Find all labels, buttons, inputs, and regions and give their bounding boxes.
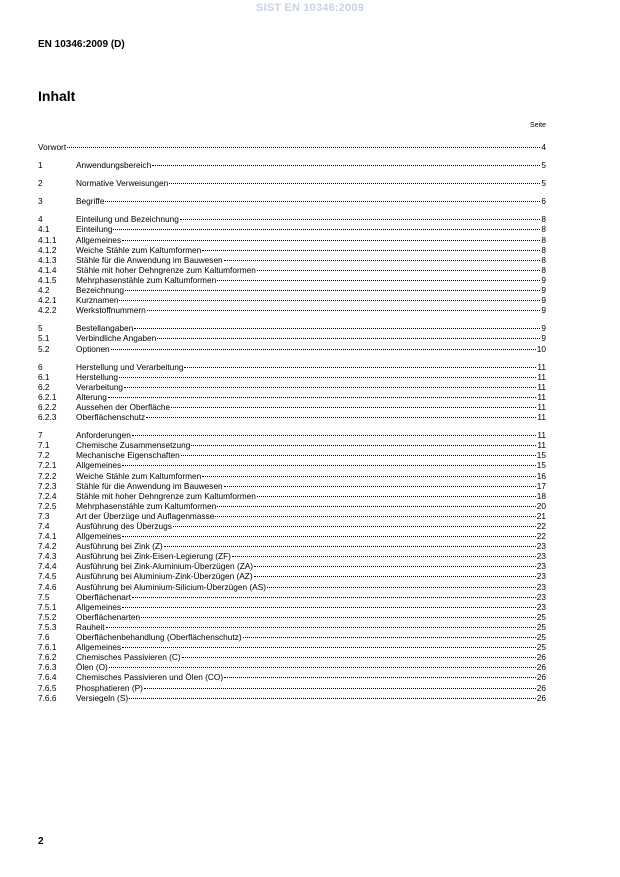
toc-entry-page: 4	[541, 142, 546, 152]
toc-entry-page: 25	[536, 642, 546, 653]
toc-entry-number: 4.2.1	[38, 295, 57, 306]
toc-leader-dots	[267, 586, 536, 588]
toc-entry-page: 20	[536, 500, 546, 511]
toc-gap	[38, 188, 546, 196]
toc-entry-label: Anforderungen	[76, 430, 131, 441]
toc-entry[interactable]	[38, 295, 546, 305]
toc-entry-number: 6.2	[38, 381, 50, 392]
toc-entry-page: 6	[541, 196, 546, 207]
toc-entry-label: Oberflächenschutz	[76, 412, 146, 423]
toc-entry[interactable]	[38, 481, 546, 491]
toc-entry-page: 17	[536, 480, 546, 491]
toc-entry[interactable]	[38, 245, 546, 255]
toc-entry-page: 5	[541, 160, 546, 171]
toc-entry-number: 7.6.1	[38, 642, 57, 653]
toc-entry[interactable]	[38, 323, 546, 333]
toc-entry-number: 7	[38, 430, 43, 441]
toc-entry-label: Herstellung und Verarbeitung	[76, 361, 184, 372]
toc-entry-number: 4.1.4	[38, 264, 57, 275]
toc-entry-page: 26	[536, 692, 546, 703]
toc-entry[interactable]	[38, 662, 546, 672]
toc-entry-page: 22	[536, 531, 546, 542]
seite-label: Seite	[530, 122, 546, 129]
toc-entry-number: 6.2.3	[38, 412, 57, 423]
toc-entry-label: Ausführung bei Zink-Aluminium-Überzügen (ZA)	[76, 561, 254, 572]
toc-entry-number: 4.1.1	[38, 234, 57, 245]
toc-entry[interactable]	[38, 683, 546, 693]
toc-entry[interactable]	[38, 471, 546, 481]
toc-entry-label: Bezeichnung	[76, 285, 124, 296]
toc-entry-number: 5	[38, 323, 43, 334]
toc-entry-number: 7.6.6	[38, 692, 57, 703]
toc-entry[interactable]	[38, 582, 546, 592]
toc-entry-label: Chemisches Passivieren (C)	[76, 652, 181, 663]
toc-entry-page: 15	[536, 450, 546, 461]
toc-entry-page: 16	[536, 470, 546, 481]
toc-entry[interactable]	[38, 672, 546, 682]
toc-entry-label: Begriffe	[76, 196, 105, 207]
toc-entry-page: 18	[536, 490, 546, 501]
toc-leader-dots	[152, 164, 540, 166]
toc-entry-label: Ausführung bei Zink (Z)	[76, 541, 163, 552]
toc-leader-dots	[217, 505, 536, 507]
toc-entry[interactable]	[38, 382, 546, 392]
toc-entry-page: 5	[541, 178, 546, 189]
toc-entry[interactable]	[38, 592, 546, 602]
toc-leader-dots	[122, 464, 536, 466]
toc-entry[interactable]	[38, 275, 546, 285]
toc-entry-page: 23	[536, 571, 546, 582]
toc-leader-dots	[122, 239, 540, 241]
toc-entry-page: 9	[541, 274, 546, 285]
toc-leader-dots	[215, 515, 535, 517]
toc-leader-dots	[224, 485, 536, 487]
toc-entry-number: 7.4.3	[38, 551, 57, 562]
toc-entry-number: 7.2	[38, 450, 50, 461]
toc-entry[interactable]	[38, 531, 546, 541]
toc-entry[interactable]	[38, 561, 546, 571]
toc-entry[interactable]	[38, 491, 546, 501]
toc-entry[interactable]	[38, 344, 546, 354]
toc-entry-number: 7.1	[38, 440, 50, 451]
toc-entry-page: 8	[541, 254, 546, 265]
toc-entry[interactable]	[38, 642, 546, 652]
toc-entry-label: Allgemeines	[76, 460, 122, 471]
toc-entry-page: 11	[537, 401, 546, 412]
toc-entry-page: 8	[541, 264, 546, 275]
toc-entry-number: 6.1	[38, 371, 50, 382]
toc-entry-label: Einteilung und Bezeichnung	[76, 214, 179, 225]
toc-entry[interactable]	[38, 521, 546, 531]
toc-entry-number: 1	[38, 160, 43, 171]
document-id: EN 10346:2009 (D)	[38, 39, 125, 50]
toc-entry-number: 6	[38, 361, 43, 372]
toc-gap	[38, 152, 546, 160]
toc-entry[interactable]	[38, 305, 546, 315]
toc-entry-label: Stähle mit hoher Dehngrenze zum Kaltumformen	[76, 490, 256, 501]
toc-leader-dots	[181, 454, 536, 456]
toc-entry-label: Ausführung bei Aluminium-Silicium-Überzügen (AS)	[76, 581, 266, 592]
toc-entry-page: 25	[536, 611, 546, 622]
toc-entry-label: Einteilung	[76, 224, 113, 235]
toc-leader-dots	[141, 616, 536, 618]
toc-entry-label: Mehrphasenstähle zum Kaltumformen	[76, 274, 217, 285]
toc-entry[interactable]	[38, 235, 546, 245]
toc-leader-dots	[132, 434, 536, 436]
toc-entry-page: 23	[536, 551, 546, 562]
toc-leader-dots	[122, 606, 536, 608]
toc-entry[interactable]	[38, 511, 546, 521]
toc-entry-page: 23	[536, 561, 546, 572]
toc-leader-dots	[217, 279, 540, 281]
toc-entry[interactable]	[38, 632, 546, 642]
toc-entry-label: Oberflächenart	[76, 591, 131, 602]
toc-entry-page: 9	[541, 333, 546, 344]
toc-entry-number: 7.5.1	[38, 601, 57, 612]
toc-entry-page: 9	[541, 323, 546, 334]
toc-entry-label: Ausführung bei Aluminium-Zink-Überzügen (AZ)	[76, 571, 253, 582]
toc-entry-number: 5.1	[38, 333, 50, 344]
toc-entry-label: Allgemeines	[76, 531, 122, 542]
toc-entry[interactable]	[38, 362, 546, 372]
toc-entry-label: Allgemeines	[76, 601, 122, 612]
toc-entry-page: 25	[536, 632, 546, 643]
toc-leader-dots	[254, 565, 536, 567]
toc-entry-label: Art der Überzüge und Auflagenmasse	[76, 510, 215, 521]
toc-entry[interactable]	[38, 571, 546, 581]
toc-entry-page: 11	[537, 371, 546, 382]
toc-gap	[38, 170, 546, 178]
toc-entry-page: 9	[541, 285, 546, 296]
toc-gap	[38, 315, 546, 323]
toc-entry[interactable]	[38, 214, 546, 224]
toc-leader-dots	[106, 626, 536, 628]
toc-entry-page: 8	[541, 214, 546, 225]
toc-leader-dots	[184, 366, 536, 368]
toc-entry-label: Weiche Stähle zum Kaltumformen	[76, 470, 202, 481]
toc-entry-page: 9	[541, 305, 546, 316]
toc-entry-label: Allgemeines	[76, 642, 122, 653]
toc-entry-number: 7.5	[38, 591, 50, 602]
toc-entry[interactable]	[38, 501, 546, 511]
toc-leader-dots	[113, 228, 540, 230]
toc-entry-label: Verarbeitung	[76, 381, 124, 392]
toc-leader-dots	[180, 218, 541, 220]
toc-entry[interactable]	[38, 402, 546, 412]
toc-entry-number: 4.1.5	[38, 274, 57, 285]
toc-leader-dots	[202, 475, 535, 477]
toc-leader-dots	[232, 555, 536, 557]
toc-entry-page: 23	[536, 591, 546, 602]
toc-entry-label: Bestellangaben	[76, 323, 134, 334]
toc-entry-page: 11	[537, 430, 546, 441]
toc-entry-page: 10	[536, 343, 546, 354]
toc-leader-dots	[224, 676, 536, 678]
toc-entry-page: 23	[536, 601, 546, 612]
toc-leader-dots	[111, 348, 536, 350]
toc-leader-dots	[173, 525, 536, 527]
toc-leader-dots	[157, 337, 540, 339]
toc-entry-number: 7.2.1	[38, 460, 57, 471]
toc-entry-number: 4.1.3	[38, 254, 57, 265]
toc-entry-page: 11	[537, 412, 546, 423]
toc-leader-dots	[169, 182, 540, 184]
toc-entry[interactable]	[38, 622, 546, 632]
toc-leader-dots	[122, 535, 536, 537]
page-number: 2	[38, 836, 44, 847]
toc-entry-number: 3	[38, 196, 43, 207]
toc-entry[interactable]	[38, 551, 546, 561]
toc-leader-dots	[164, 545, 536, 547]
toc-entry-number: 5.2	[38, 343, 50, 354]
toc-entry-label: Chemische Zusammensetzung	[76, 440, 191, 451]
toc-leader-dots	[171, 406, 536, 408]
toc-entry-page: 11	[537, 361, 546, 372]
toc-entry-page: 8	[541, 244, 546, 255]
toc-entry-number: 7.4	[38, 521, 50, 531]
toc-leader-dots	[134, 327, 540, 329]
toc-entry-label: Anwendungsbereich	[76, 160, 152, 171]
toc-entry-number: 4.2	[38, 285, 50, 296]
toc-entry[interactable]	[38, 178, 546, 188]
toc-entry[interactable]	[38, 285, 546, 295]
toc-entry-number: 7.4.4	[38, 561, 57, 572]
toc-entry-page: 23	[536, 581, 546, 592]
toc-entry-number: 7.5.2	[38, 611, 57, 622]
toc-entry-number: 7.2.4	[38, 490, 57, 501]
toc-entry[interactable]	[38, 693, 546, 703]
toc-entry[interactable]	[38, 602, 546, 612]
toc-entry-label: Ausführung des Überzugs	[76, 521, 172, 531]
toc-entry[interactable]	[38, 612, 546, 622]
toc-entry-number: 7.6	[38, 632, 50, 643]
toc-leader-dots	[109, 666, 536, 668]
toc-entry-page: 26	[536, 682, 546, 693]
toc-leader-dots	[254, 575, 536, 577]
toc-entry-number: 7.6.5	[38, 682, 57, 693]
toc-entry[interactable]	[38, 652, 546, 662]
page-title: Inhalt	[38, 88, 76, 104]
toc-leader-dots	[257, 495, 536, 497]
toc-entry[interactable]	[38, 412, 546, 422]
toc-leader-dots	[119, 299, 540, 301]
table-of-contents	[38, 142, 546, 703]
toc-entry-label: Ölen (O)	[76, 662, 108, 673]
toc-entry[interactable]	[38, 265, 546, 275]
toc-entry-label: Verbindliche Angaben	[76, 333, 157, 344]
toc-entry-label: Phosphatieren (P)	[76, 682, 143, 693]
toc-leader-dots	[119, 376, 536, 378]
toc-leader-dots	[182, 656, 536, 658]
toc-entry-number: 7.5.3	[38, 621, 57, 632]
toc-entry[interactable]	[38, 255, 546, 265]
toc-leader-dots	[124, 386, 536, 388]
toc-entry-page: 23	[536, 541, 546, 552]
toc-gap	[38, 354, 546, 362]
toc-leader-dots	[129, 697, 536, 699]
toc-leader-dots	[105, 200, 540, 202]
toc-leader-dots	[257, 269, 541, 271]
toc-entry-number: 7.3	[38, 510, 50, 521]
toc-leader-dots	[67, 146, 540, 148]
toc-entry-page: 11	[537, 440, 546, 451]
toc-entry-page: 25	[536, 621, 546, 632]
toc-entry-number: 6.2.2	[38, 401, 57, 412]
toc-leader-dots	[224, 259, 541, 261]
toc-entry-label: Aussehen der Oberfläche	[76, 401, 171, 412]
toc-entry[interactable]	[38, 460, 546, 470]
toc-entry-page: 9	[541, 295, 546, 306]
toc-entry[interactable]	[38, 430, 546, 440]
toc-entry-label: Normative Verweisungen	[76, 178, 169, 189]
toc-entry-label: Stähle mit hoher Dehngrenze zum Kaltumformen	[76, 264, 256, 275]
toc-entry-number: 4.2.2	[38, 305, 57, 316]
toc-entry[interactable]	[38, 541, 546, 551]
toc-entry-number: 7.2.2	[38, 470, 57, 481]
toc-entry-page: 21	[536, 510, 546, 521]
toc-gap	[38, 422, 546, 430]
toc-entry-label: Optionen	[76, 343, 110, 354]
toc-entry-number: 7.6.3	[38, 662, 57, 673]
toc-entry-page: 22	[536, 521, 546, 531]
toc-entry-label: Mehrphasenstähle zum Kaltumformen	[76, 500, 217, 511]
toc-entry-number: 7.6.2	[38, 652, 57, 663]
toc-entry-label: Oberflächenarten	[76, 611, 141, 622]
toc-entry-label: Ausführung bei Zink-Eisen-Legierung (ZF)	[76, 551, 231, 562]
toc-entry-label: Vorwort	[38, 142, 67, 152]
toc-entry-number: 4.1	[38, 224, 50, 235]
toc-entry-page: 26	[536, 652, 546, 663]
toc-leader-dots	[243, 636, 536, 638]
toc-entry-label: Mechanische Eigenschaften	[76, 450, 180, 461]
toc-entry[interactable]	[38, 196, 546, 206]
toc-entry-number: 7.2.5	[38, 500, 57, 511]
toc-entry-page: 15	[536, 460, 546, 471]
toc-entry-page: 8	[541, 234, 546, 245]
toc-entry-number: 6.2.1	[38, 391, 57, 402]
toc-leader-dots	[202, 249, 540, 251]
toc-leader-dots	[147, 309, 541, 311]
toc-entry-page: 11	[537, 391, 546, 402]
toc-entry[interactable]	[38, 224, 546, 234]
toc-entry[interactable]	[38, 440, 546, 450]
toc-entry-label: Alterung	[76, 391, 107, 402]
toc-entry-label: Kurznamen	[76, 295, 119, 306]
toc-entry[interactable]	[38, 392, 546, 402]
toc-entry-label: Herstellung	[76, 371, 118, 382]
toc-entry-label: Allgemeines	[76, 234, 122, 245]
toc-leader-dots	[144, 687, 536, 689]
toc-leader-dots	[132, 596, 536, 598]
toc-entry[interactable]	[38, 142, 546, 152]
toc-entry-page: 26	[536, 672, 546, 683]
toc-entry-number: 4.1.2	[38, 244, 57, 255]
toc-leader-dots	[108, 396, 536, 398]
toc-entry-label: Stähle für die Anwendung im Bauwesen	[76, 254, 223, 265]
toc-entry-number: 7.6.4	[38, 672, 57, 683]
toc-entry[interactable]	[38, 160, 546, 170]
toc-entry[interactable]	[38, 450, 546, 460]
toc-entry[interactable]	[38, 372, 546, 382]
toc-gap	[38, 206, 546, 214]
toc-leader-dots	[125, 289, 540, 291]
toc-entry-label: Werkstoffnummern	[76, 305, 146, 316]
toc-leader-dots	[146, 416, 536, 418]
toc-entry-label: Oberflächenbehandlung (Oberflächenschutz)	[76, 632, 242, 643]
toc-entry-label: Rauheit	[76, 621, 105, 632]
toc-entry-page: 11	[537, 381, 546, 392]
toc-entry-number: 7.4.5	[38, 571, 57, 582]
toc-entry-number: 2	[38, 178, 43, 189]
toc-entry-number: 4	[38, 214, 43, 225]
toc-entry-label: Versiegeln (S)	[76, 692, 129, 703]
toc-entry-number: 7.4.6	[38, 581, 57, 592]
toc-entry-number: 7.4.2	[38, 541, 57, 552]
toc-entry-label: Weiche Stähle zum Kaltumformen	[76, 244, 202, 255]
watermark: SIST EN 10346:2009	[255, 2, 365, 14]
toc-entry-label: Stähle für die Anwendung im Bauwesen	[76, 480, 223, 491]
toc-leader-dots	[191, 444, 536, 446]
toc-entry-label: Chemisches Passivieren und Ölen (CO)	[76, 672, 224, 683]
toc-entry-page: 8	[541, 224, 546, 235]
toc-entry-page: 26	[536, 662, 546, 673]
toc-entry[interactable]	[38, 333, 546, 343]
toc-entry-number: 7.4.1	[38, 531, 57, 542]
toc-leader-dots	[122, 646, 536, 648]
toc-entry-number: 7.2.3	[38, 480, 57, 491]
